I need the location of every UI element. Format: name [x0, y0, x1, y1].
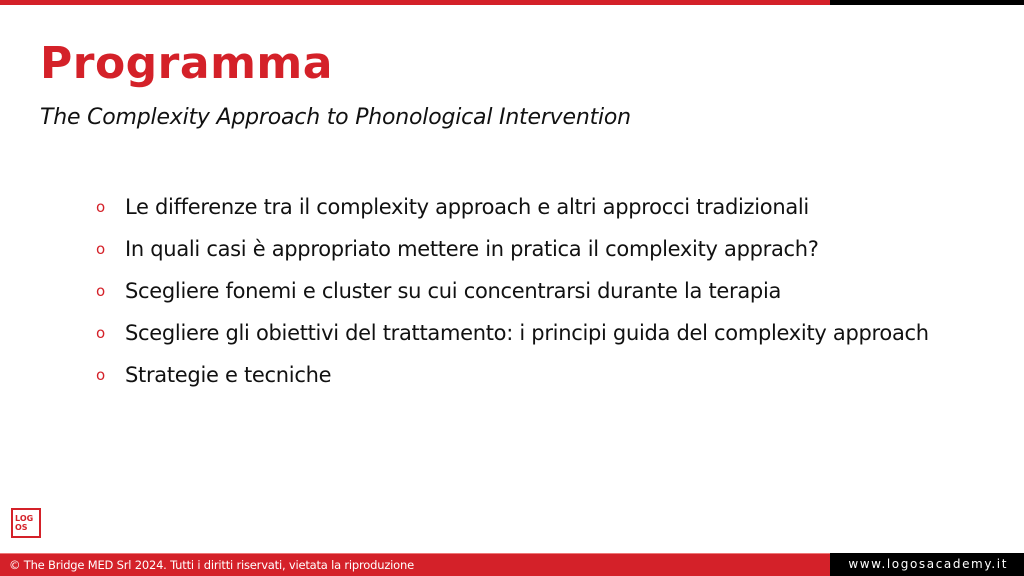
website-link[interactable]: www.logosacademy.it	[848, 557, 1008, 571]
bullet-item	[96, 354, 956, 396]
program-bullet-list	[96, 186, 956, 396]
footer-website-bar	[830, 553, 1024, 576]
bullet-text: Scegliere gli obiettivi del trattamento: i principi guida del complexity approach	[125, 321, 929, 345]
hollow-circle-bullet-icon: o	[96, 366, 105, 384]
hollow-circle-bullet-icon: o	[96, 240, 105, 258]
slide-subtitle: The Complexity Approach to Phonological Intervention	[40, 105, 631, 130]
bullet-item	[96, 186, 956, 228]
logos-logo-icon	[11, 508, 41, 538]
top-dark-bar	[830, 0, 1024, 5]
logo-line-2: OS	[15, 523, 28, 532]
bullet-item	[96, 228, 956, 270]
hollow-circle-bullet-icon: o	[96, 198, 105, 216]
hollow-circle-bullet-icon: o	[96, 282, 105, 300]
bullet-item	[96, 312, 956, 354]
logo-line-1: LOG	[15, 514, 34, 523]
copyright-text: © The Bridge MED Srl 2024. Tutti i diritti riservati, vietata la riproduzione	[9, 558, 414, 572]
bullet-text: Strategie e tecniche	[125, 363, 332, 387]
hollow-circle-bullet-icon: o	[96, 324, 105, 342]
footer-bar	[0, 553, 830, 576]
bullet-text: Le differenze tra il complexity approach e altri approcci tradizionali	[125, 195, 809, 219]
bullet-text: Scegliere fonemi e cluster su cui concentrarsi durante la terapia	[125, 279, 782, 303]
bullet-text: In quali casi è appropriato mettere in pratica il complexity apprach?	[125, 237, 819, 261]
slide-title: Programma	[40, 38, 333, 89]
top-accent-bar	[0, 0, 830, 5]
bullet-item	[96, 270, 956, 312]
